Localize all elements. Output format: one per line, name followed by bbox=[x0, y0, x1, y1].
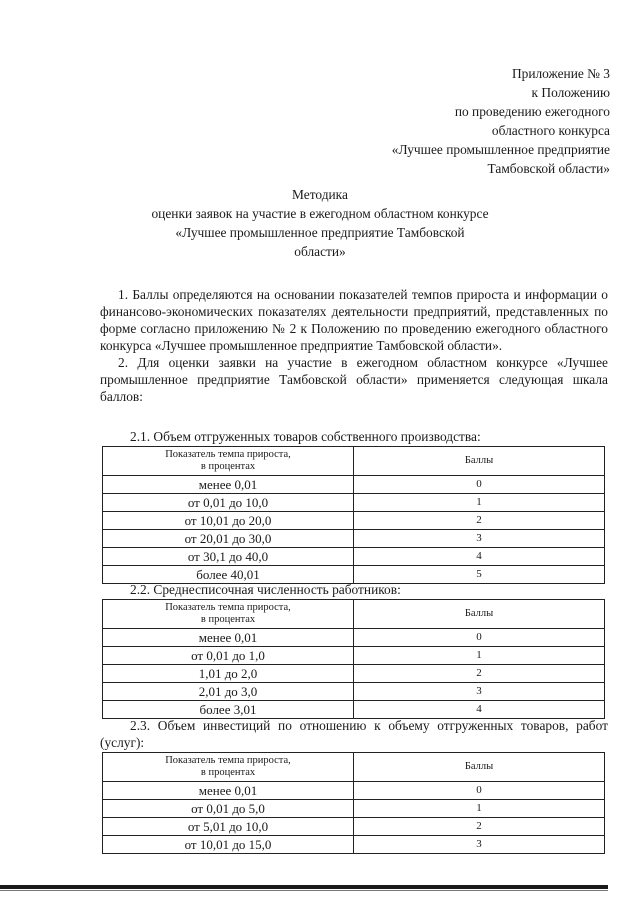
appendix-line: к Положению bbox=[531, 85, 610, 100]
range-cell: менее 0,01 bbox=[103, 476, 354, 494]
range-cell: менее 0,01 bbox=[103, 629, 354, 647]
table-row bbox=[103, 800, 605, 818]
column-header-range: Показатель темпа прироста, в процентах bbox=[103, 600, 354, 629]
score-table bbox=[102, 446, 605, 584]
table-row bbox=[103, 665, 605, 683]
table-row bbox=[103, 647, 605, 665]
title-line: Методика bbox=[292, 187, 348, 202]
table-row bbox=[103, 836, 605, 854]
score-cell: 1 bbox=[354, 647, 605, 665]
range-cell: менее 0,01 bbox=[103, 782, 354, 800]
appendix-note bbox=[392, 64, 610, 178]
appendix-line: по проведению ежегодного bbox=[454, 104, 610, 119]
table-row bbox=[103, 629, 605, 647]
score-cell: 3 bbox=[354, 530, 605, 548]
table-row bbox=[103, 782, 605, 800]
column-header-score: Баллы bbox=[354, 600, 605, 629]
table-row bbox=[103, 494, 605, 512]
score-cell: 5 bbox=[354, 566, 605, 584]
table-row bbox=[103, 683, 605, 701]
title-line: области» bbox=[294, 244, 346, 259]
title-line: оценки заявок на участие в ежегодном областном конкурсе bbox=[151, 206, 489, 221]
column-header-score: Баллы bbox=[354, 447, 605, 476]
score-cell: 2 bbox=[354, 512, 605, 530]
score-cell: 0 bbox=[354, 782, 605, 800]
score-cell: 4 bbox=[354, 701, 605, 719]
range-cell: от 20,01 до 30,0 bbox=[103, 530, 354, 548]
section-heading: 2.1. Объем отгруженных товаров собственного производства: bbox=[130, 429, 481, 444]
table-row bbox=[103, 476, 605, 494]
range-cell: более 3,01 bbox=[103, 701, 354, 719]
table-row bbox=[103, 548, 605, 566]
paragraph-1: 1. Баллы определяются на основании показателей темпов прироста и информации о финансово-экономических показателях деятельности предприятий, представленных по форме согласно приложению № 2 к Положению по проведению ежегодного областного конкурса «Лучшее промышленное предприятие Тамбовской области». bbox=[100, 287, 608, 353]
score-cell: 2 bbox=[354, 665, 605, 683]
column-header-range: Показатель темпа прироста, в процентах bbox=[103, 447, 354, 476]
range-cell: 1,01 до 2,0 bbox=[103, 665, 354, 683]
section-investment bbox=[100, 717, 608, 854]
title-line: «Лучшее промышленное предприятие Тамбовской bbox=[175, 225, 465, 240]
appendix-line: Приложение № 3 bbox=[511, 66, 610, 81]
scan-edge-rule bbox=[0, 885, 608, 889]
range-cell: от 0,01 до 10,0 bbox=[103, 494, 354, 512]
range-cell: от 0,01 до 1,0 bbox=[103, 647, 354, 665]
table-row bbox=[103, 512, 605, 530]
table-row bbox=[103, 701, 605, 719]
document-title bbox=[150, 185, 490, 261]
section-headcount bbox=[100, 581, 608, 719]
score-table bbox=[102, 599, 605, 719]
score-cell: 0 bbox=[354, 629, 605, 647]
score-table bbox=[102, 752, 605, 854]
range-cell: от 30,1 до 40,0 bbox=[103, 548, 354, 566]
score-cell: 3 bbox=[354, 836, 605, 854]
score-cell: 1 bbox=[354, 800, 605, 818]
appendix-line: Тамбовской области» bbox=[487, 161, 610, 176]
score-cell: 3 bbox=[354, 683, 605, 701]
scan-edge-shadow bbox=[0, 890, 608, 891]
score-cell: 2 bbox=[354, 818, 605, 836]
section-heading: 2.2. Среднесписочная численность работников: bbox=[130, 582, 401, 597]
paragraph-2: 2. Для оценки заявки на участие в ежегодном областном конкурсе «Лучшее промышленное предприятие Тамбовской области» применяется следующая шкала баллов: bbox=[100, 355, 608, 404]
table-row bbox=[103, 530, 605, 548]
range-cell: 2,01 до 3,0 bbox=[103, 683, 354, 701]
range-cell: от 0,01 до 5,0 bbox=[103, 800, 354, 818]
table-row bbox=[103, 818, 605, 836]
column-header-score: Баллы bbox=[354, 753, 605, 782]
column-header-range: Показатель темпа прироста, в процентах bbox=[103, 753, 354, 782]
section-heading: 2.3. Объем инвестиций по отношению к объему отгруженных товаров, работ (услуг): bbox=[100, 718, 608, 750]
range-cell: более 40,01 bbox=[103, 566, 354, 584]
range-cell: от 10,01 до 20,0 bbox=[103, 512, 354, 530]
score-cell: 0 bbox=[354, 476, 605, 494]
score-cell: 1 bbox=[354, 494, 605, 512]
table-header-row bbox=[103, 447, 605, 476]
range-cell: от 5,01 до 10,0 bbox=[103, 818, 354, 836]
appendix-line: «Лучшее промышленное предприятие bbox=[391, 142, 610, 157]
table-header-row bbox=[103, 753, 605, 782]
appendix-line: областного конкурса bbox=[491, 123, 610, 138]
body-text bbox=[100, 286, 608, 405]
section-shipped-goods bbox=[100, 428, 608, 584]
table-header-row bbox=[103, 600, 605, 629]
score-cell: 4 bbox=[354, 548, 605, 566]
range-cell: от 10,01 до 15,0 bbox=[103, 836, 354, 854]
